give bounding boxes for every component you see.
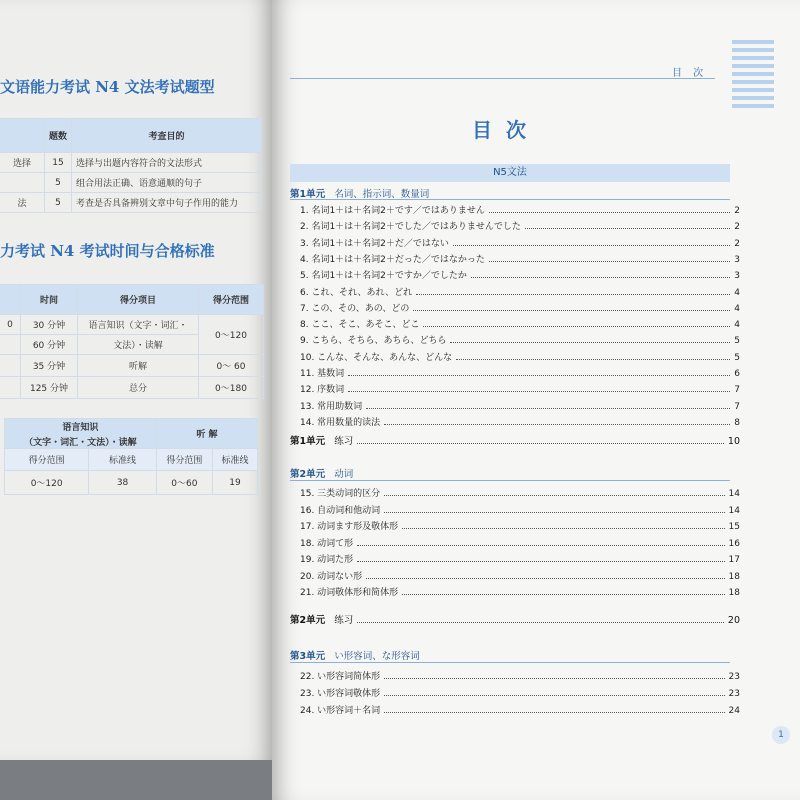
exam-time-table xyxy=(0,284,264,399)
toc-entry-title: 8. ここ、そこ、あそこ、どこ xyxy=(300,320,420,331)
toc-entry-title: 12. 序数词 xyxy=(300,385,345,396)
unit-rule xyxy=(290,199,730,200)
toc-entry-page: 3 xyxy=(734,271,740,282)
toc-entry-title: 22. い形容词简体形 xyxy=(300,672,381,682)
toc-entry-title: 10. こんな、そんな、あんな、どんな xyxy=(300,352,453,363)
exam-time-heading: 力考试 N4 考试时间与合格标准 xyxy=(0,242,215,260)
toc-entry-title: 19. 动词た形 xyxy=(300,555,354,565)
table-row: 法 5 考查是否具备辨别文章中句子作用的能力 xyxy=(0,193,262,213)
toc-entry-title: 9. こちら、そちら、あちら、どちら xyxy=(300,336,447,347)
toc-entry-title: 14. 常用数量的读法 xyxy=(300,417,381,428)
leader-dots xyxy=(456,359,730,360)
toc-entry-page: 3 xyxy=(734,254,740,265)
table-row: 60 分钟 文法）・读解 xyxy=(0,335,264,355)
toc-entry-page: 24 xyxy=(728,706,740,716)
toc-entry-page: 5 xyxy=(734,352,740,363)
page-title: 目次 xyxy=(472,118,540,142)
toc-entry-title: 15. 三类动词的区分 xyxy=(300,489,381,499)
leader-dots xyxy=(384,678,724,679)
toc-entry[interactable] xyxy=(300,365,740,379)
type-header xyxy=(0,119,45,153)
running-header: 目 次 xyxy=(672,68,708,79)
toc-entry-title: 1. 名词1＋は＋名词2＋です／ではありません xyxy=(300,206,485,216)
leader-dots xyxy=(348,391,730,392)
leader-dots xyxy=(471,277,730,278)
table-row: 5 组合用法正确、语意通顺的句子 xyxy=(0,173,262,193)
toc-entry-title: 16. 自动词和他动词 xyxy=(300,505,381,516)
score-range-header: 得分范围 xyxy=(199,285,264,315)
toc-entry[interactable] xyxy=(300,251,740,265)
unit-heading: 第1单元 名词、指示词、数量词 xyxy=(290,189,430,200)
leader-dots xyxy=(402,594,724,595)
toc-entry[interactable] xyxy=(300,568,740,582)
leader-dots xyxy=(416,294,730,295)
toc-entry[interactable] xyxy=(300,551,740,565)
table-row: 35 分钟 听解 0～ 60 xyxy=(0,355,264,377)
toc-entry-page: 18 xyxy=(728,571,740,582)
toc-practice-2[interactable]: 第2单元 练习 20 xyxy=(290,615,740,626)
pass-standard-table: 语言知识 听 解 （文字・词汇・文法）・读解 得分范围 标准线 得分范围 标准线 0～120 38 0～60 19 xyxy=(4,418,258,495)
leader-dots xyxy=(453,245,730,246)
right-page xyxy=(272,0,800,800)
toc-practice-1[interactable]: 第1单元 练习 10 xyxy=(290,436,740,447)
toc-entry[interactable] xyxy=(300,300,740,314)
toc-entry[interactable] xyxy=(300,349,740,363)
toc-entry-page: 7 xyxy=(734,401,740,412)
toc-entry-title: 5. 名词1＋は＋名词2＋ですか／でしたか xyxy=(300,271,467,282)
score-item-header: 得分项目 xyxy=(78,285,199,315)
exam-format-heading: 文语能力考试 N4 文法考试题型 xyxy=(0,78,215,96)
toc-entry[interactable] xyxy=(300,702,740,716)
unit-rule xyxy=(290,662,730,663)
toc-entry-page: 14 xyxy=(728,489,740,499)
unit-heading: 第3单元 い形容词、な形容词 xyxy=(290,651,420,662)
toc-entry-title: 23. い形容词敬体形 xyxy=(300,689,381,699)
lang-knowledge-header: 语言知识 xyxy=(5,419,157,435)
toc-entry[interactable] xyxy=(300,668,740,682)
toc-entry[interactable] xyxy=(300,316,740,330)
exam-format-table xyxy=(0,118,262,213)
leader-dots xyxy=(384,712,724,713)
unit-rule xyxy=(290,480,730,481)
toc-entry-title: 6. これ、それ、あれ、どれ xyxy=(300,287,413,298)
toc-entry-title: 21. 动词敬体形和简体形 xyxy=(300,588,399,598)
toc-entry[interactable] xyxy=(300,685,740,699)
table-row: 0～120 38 0～60 19 xyxy=(5,471,258,495)
toc-entry-page: 14 xyxy=(728,505,740,516)
toc-entry-page: 16 xyxy=(728,538,740,549)
toc-entry-title: 24. い形容词＋名词 xyxy=(300,706,381,716)
toc-entry-page: 23 xyxy=(728,672,740,682)
page-number: 1 xyxy=(772,726,790,744)
leader-dots xyxy=(384,512,724,513)
table-row: 125 分钟 总分 0～180 xyxy=(0,377,264,399)
leader-dots xyxy=(489,261,730,262)
toc-entry-page: 4 xyxy=(734,320,740,331)
toc-entry[interactable] xyxy=(300,502,740,516)
toc-entry[interactable] xyxy=(300,284,740,298)
toc-entry-title: 7. この、その、あの、どの xyxy=(300,303,410,314)
count-header: 题数 xyxy=(45,119,72,153)
header-rule xyxy=(290,78,715,79)
toc-entry-title: 4. 名词1＋は＋名词2＋だった／ではなかった xyxy=(300,254,485,265)
toc-entry-page: 2 xyxy=(734,222,740,233)
toc-entry[interactable] xyxy=(300,485,740,499)
toc-entry-page: 2 xyxy=(734,238,740,249)
toc-entry-page: 4 xyxy=(734,287,740,298)
toc-entry[interactable] xyxy=(300,218,740,232)
toc-entry[interactable] xyxy=(300,235,740,249)
leader-dots xyxy=(489,212,730,213)
toc-entry[interactable] xyxy=(300,535,740,549)
toc-entry[interactable] xyxy=(300,584,740,598)
toc-entry-title: 13. 常用助数词 xyxy=(300,401,363,412)
purpose-header: 考查目的 xyxy=(72,119,262,153)
toc-entry-page: 23 xyxy=(728,689,740,699)
leader-dots xyxy=(357,545,724,546)
toc-entry-page: 5 xyxy=(734,336,740,347)
leader-dots xyxy=(384,695,724,696)
table-row: 得分范围 标准线 得分范围 标准线 xyxy=(5,449,258,471)
toc-entry-title: 2. 名词1＋は＋名词2＋でした／ではありませんでした xyxy=(300,222,521,233)
toc-entry-title: 20. 动词ない形 xyxy=(300,571,363,582)
toc-entry-title: 17. 动词ます形及敬体形 xyxy=(300,522,399,532)
leader-dots xyxy=(366,408,730,409)
toc-entry[interactable] xyxy=(300,202,740,216)
toc-entry[interactable] xyxy=(300,414,740,428)
toc-entry-title: 11. 基数词 xyxy=(300,369,345,379)
leader-dots xyxy=(413,310,730,311)
table-row: 0 30 分钟 语言知识（文字・词汇・ 0～120 xyxy=(0,315,264,335)
toc-entry-page: 15 xyxy=(728,522,740,532)
time-header: 时间 xyxy=(21,285,78,315)
leader-dots xyxy=(357,561,724,562)
toc-entry-page: 18 xyxy=(728,588,740,598)
toc-entry[interactable] xyxy=(300,381,740,395)
section-heading: N5文法 xyxy=(290,164,730,182)
leader-dots xyxy=(384,424,730,425)
toc-entry-title: 3. 名词1＋は＋名词2＋だ／ではない xyxy=(300,238,449,249)
decorative-stripes xyxy=(732,40,774,112)
toc-entry[interactable] xyxy=(300,267,740,281)
leader-dots xyxy=(348,375,730,376)
toc-entry-page: 8 xyxy=(734,417,740,428)
toc-entry-title: 18. 动词て形 xyxy=(300,538,354,549)
listening-header: 听 解 xyxy=(156,419,257,449)
leader-dots xyxy=(525,228,730,229)
toc-entry-page: 6 xyxy=(734,369,740,379)
toc-entry[interactable] xyxy=(300,518,740,532)
left-page xyxy=(0,0,272,760)
unit-heading: 第2单元 动词 xyxy=(290,469,354,480)
toc-entry-page: 7 xyxy=(734,385,740,396)
toc-entry-page: 4 xyxy=(734,303,740,314)
leader-dots xyxy=(450,342,730,343)
leader-dots xyxy=(384,495,724,496)
leader-dots xyxy=(402,528,724,529)
table-row: 选择 15 选择与出题内容符合的文法形式 xyxy=(0,153,262,173)
toc-entry-page: 2 xyxy=(734,206,740,216)
leader-dots xyxy=(366,578,724,579)
toc-entry-page: 17 xyxy=(728,555,740,565)
toc-entry[interactable] xyxy=(300,332,740,346)
toc-entry[interactable] xyxy=(300,398,740,412)
leader-dots xyxy=(423,326,730,327)
